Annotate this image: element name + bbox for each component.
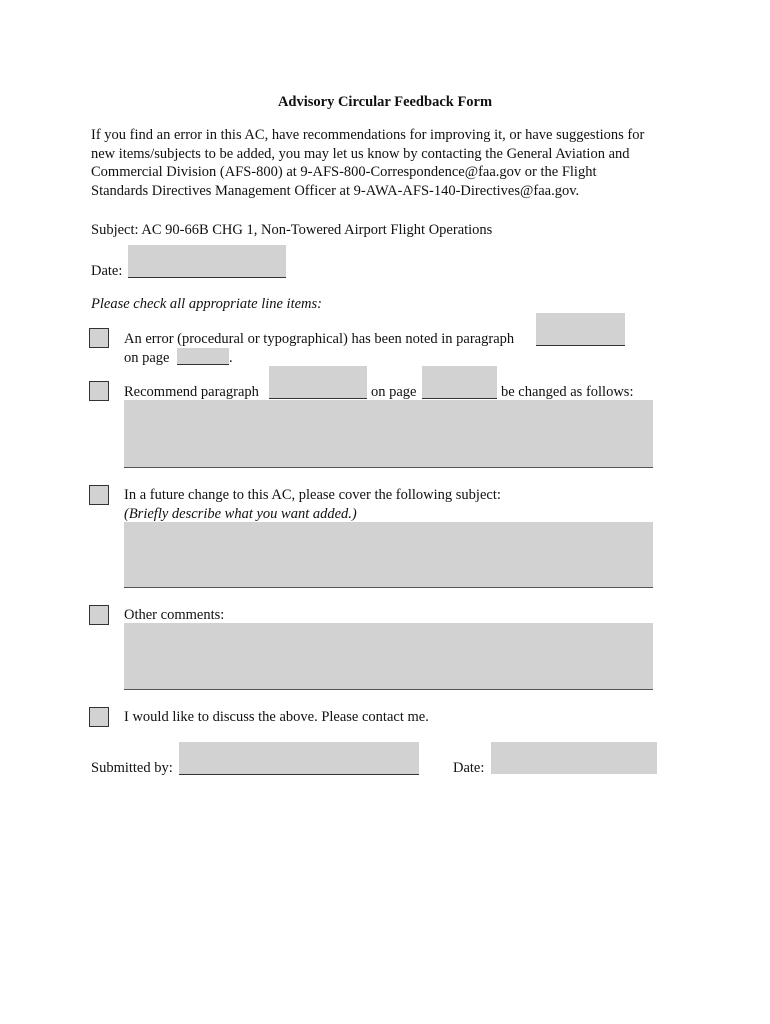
other-textarea[interactable] (124, 623, 653, 690)
error-paragraph-underline (536, 345, 625, 346)
form-title: Advisory Circular Feedback Form (277, 94, 493, 110)
recommend-checkbox[interactable] (89, 381, 109, 401)
date-underline (128, 277, 286, 278)
intro-line: Commercial Division (AFS-800) at 9-AFS-800-Correspondence@faa.gov or the Flight (91, 164, 597, 180)
discuss-label: I would like to discuss the above. Please contact me. (124, 709, 429, 725)
future-text: In a future change to this AC, please cover the following subject: (124, 487, 501, 503)
instruction-text: Please check all appropriate line items: (91, 296, 322, 312)
footer-date-field[interactable] (491, 742, 657, 774)
other-checkbox[interactable] (89, 605, 109, 625)
error-page-underline (177, 364, 229, 365)
submitted-by-label: Submitted by: (91, 760, 173, 776)
intro-line: Standards Directives Management Officer at 9-AWA-AFS-140-Directives@faa.gov. (91, 182, 580, 199)
date-label: Date: (91, 263, 123, 279)
intro-paragraph (91, 126, 691, 200)
discuss-checkbox[interactable] (89, 707, 109, 727)
error-paragraph-field[interactable] (536, 313, 625, 345)
recommend-textarea[interactable] (124, 400, 653, 468)
submitted-by-field[interactable] (179, 742, 419, 774)
recommend-paragraph-field[interactable] (269, 366, 367, 398)
subject-line: Subject: AC 90-66B CHG 1, Non-Towered Airport Flight Operations (91, 222, 493, 238)
recommend-paragraph-underline (269, 398, 367, 399)
error-checkbox[interactable] (89, 328, 109, 348)
recommend-page-underline (422, 398, 497, 399)
recommend-middle: on page (371, 384, 417, 400)
error-page-field[interactable] (177, 348, 229, 364)
date-field[interactable] (128, 245, 286, 277)
recommend-prefix: Recommend paragraph (124, 384, 259, 400)
recommend-suffix: be changed as follows: (501, 384, 634, 400)
other-label: Other comments: (124, 607, 225, 623)
footer-date-label: Date: (453, 760, 485, 776)
future-textarea[interactable] (124, 522, 653, 588)
error-page-label: on page (124, 350, 170, 366)
submitted-by-underline (179, 774, 419, 775)
future-checkbox[interactable] (89, 485, 109, 505)
error-text: An error (procedural or typographical) has been noted in paragraph (124, 331, 515, 347)
recommend-page-field[interactable] (422, 366, 497, 398)
intro-line: new items/subjects to be added, you may let us know by contacting the General Aviation and (91, 145, 630, 162)
error-period: . (229, 350, 233, 366)
intro-line: If you find an error in this AC, have recommendations for improving it, or have suggestions for (91, 127, 645, 143)
future-hint: (Briefly describe what you want added.) (124, 506, 357, 522)
